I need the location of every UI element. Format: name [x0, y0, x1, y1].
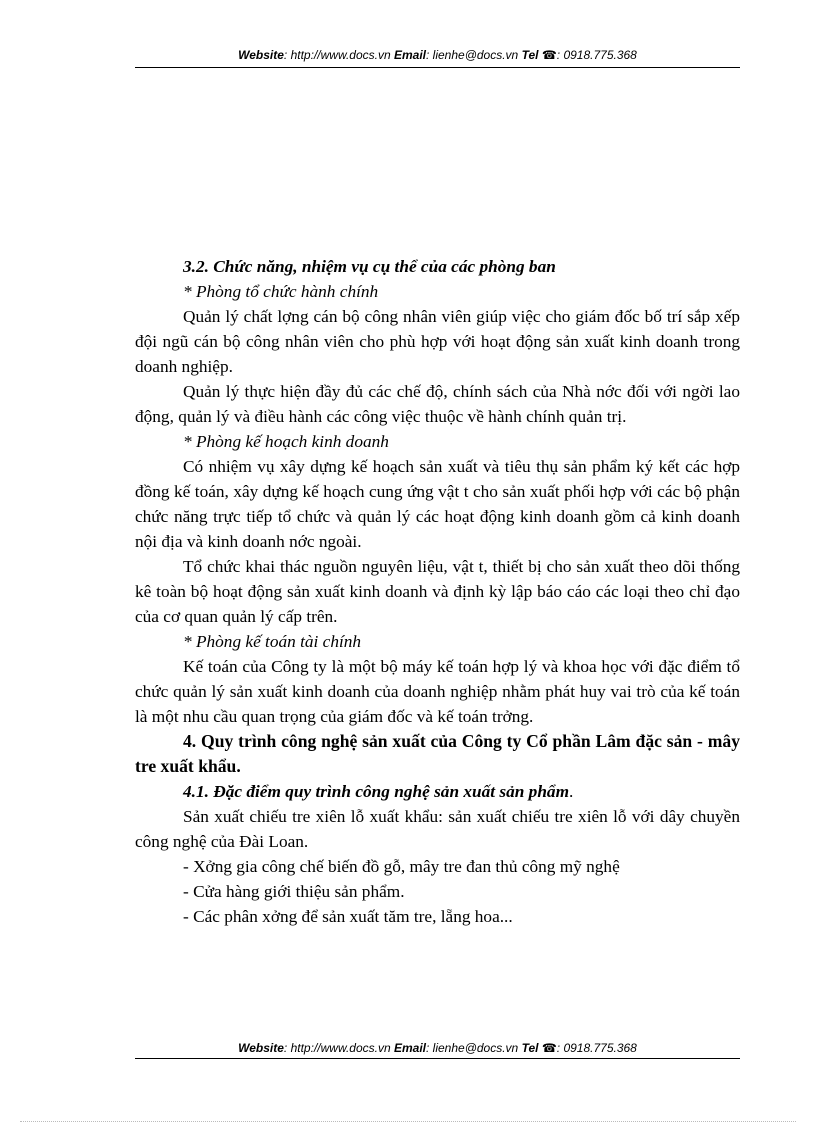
header-website-value: : http://www.docs.vn: [283, 48, 391, 62]
dept-admin-paragraph-2: Quản lý thực hiện đầy đủ các chế độ, chính sách của Nhà nớc đối với ngời lao động, quản lý và điều hành các công việc thuộc về hành chính quản trị.: [135, 382, 740, 426]
header-tel-value: : 0918.775.368: [556, 48, 637, 62]
header-tel-label: Tel: [521, 48, 539, 62]
footer-email-value: : lienhe@docs.vn: [426, 1041, 519, 1055]
dept-plan-paragraph-1: Có nhiệm vụ xây dựng kế hoạch sản xuất và tiêu thụ sản phẩm ký kết các hợp đồng kế toán, xây dựng kế hoạch cung ứng vật t cho sản xuất phối hợp với các bộ phận chức năng trực tiếp tổ chức và quản lý các hoạt động kinh doanh gồm cả kinh doanh nội địa và kinh doanh nớc ngoài.: [135, 457, 740, 551]
section-4-1-dot: .: [569, 782, 574, 801]
footer-rule: [135, 1058, 740, 1059]
section-4-title: 4. Quy trình công nghệ sản xuất của Công ty Cổ phần Lâm đặc sản - mây tre xuất khẩu.: [135, 731, 740, 776]
dept-fin-paragraph-1: Kế toán của Công ty là một bộ máy kế toán hợp lý và khoa học với đặc điểm tổ chức quản lý sản xuất kinh doanh của doanh nghiệp nhằm phát huy vai trò của kế toán là một nhu cầu quan trọng của giám đốc và kế toán trởng.: [135, 657, 740, 726]
dept-plan-title: * Phòng kế hoạch kinh doanh: [183, 432, 389, 451]
list-item: - Cửa hàng giới thiệu sản phẩm.: [183, 882, 405, 901]
dept-fin-title: * Phòng kế toán tài chính: [183, 632, 362, 651]
page-header: [135, 48, 740, 62]
dept-admin-title: * Phòng tổ chức hành chính: [183, 282, 379, 301]
page-footer: [135, 1041, 740, 1055]
footer-tel-value: : 0918.775.368: [556, 1041, 637, 1055]
dept-admin-paragraph-1: Quản lý chất lợng cán bộ công nhân viên giúp việc cho giám đốc bố trí sắp xếp đội ngũ cán bộ công nhân viên cho phù hợp với hoạt động sản xuất kinh doanh trong doanh nghiệp.: [135, 307, 740, 376]
header-website-label: Website: [238, 48, 284, 62]
header-email-value: : lienhe@docs.vn: [426, 48, 519, 62]
section-4-1-title: 4.1. Đặc điểm quy trình công nghệ sản xuất sản phẩm: [183, 782, 570, 801]
list-item: - Các phân xởng để sản xuất tăm tre, lẵng hoa...: [183, 907, 513, 926]
footer-tel-label: Tel: [521, 1041, 539, 1055]
header-email-label: Email: [393, 48, 426, 62]
footer-email-label: Email: [393, 1041, 426, 1055]
header-rule: [135, 67, 740, 68]
section-4-1-paragraph-1: Sản xuất chiếu tre xiên lỗ xuất khẩu: sản xuất chiếu tre xiên lỗ với dây chuyền công nghệ của Đài Loan.: [135, 807, 740, 851]
document-body: [135, 254, 740, 929]
phone-icon: ☎: [541, 1041, 557, 1055]
phone-icon: ☎: [541, 48, 557, 62]
footer-website-label: Website: [238, 1041, 284, 1055]
list-item: - Xởng gia công chế biến đồ gỗ, mây tre đan thủ công mỹ nghệ: [183, 857, 620, 876]
footer-website-value: : http://www.docs.vn: [283, 1041, 391, 1055]
dept-plan-paragraph-2: Tổ chức khai thác nguồn nguyên liệu, vật t, thiết bị cho sản xuất theo dõi thống kê toàn bộ hoạt động sản xuất kinh doanh và định kỳ lập báo cáo các loại theo chỉ đạo của cơ quan quản lý cấp trên.: [135, 557, 740, 626]
section-4-1-heading: [135, 779, 740, 804]
section-3-2-title: 3.2. Chức năng, nhiệm vụ cụ thể của các phòng ban: [183, 257, 556, 276]
page-edge-divider: [20, 1121, 796, 1122]
